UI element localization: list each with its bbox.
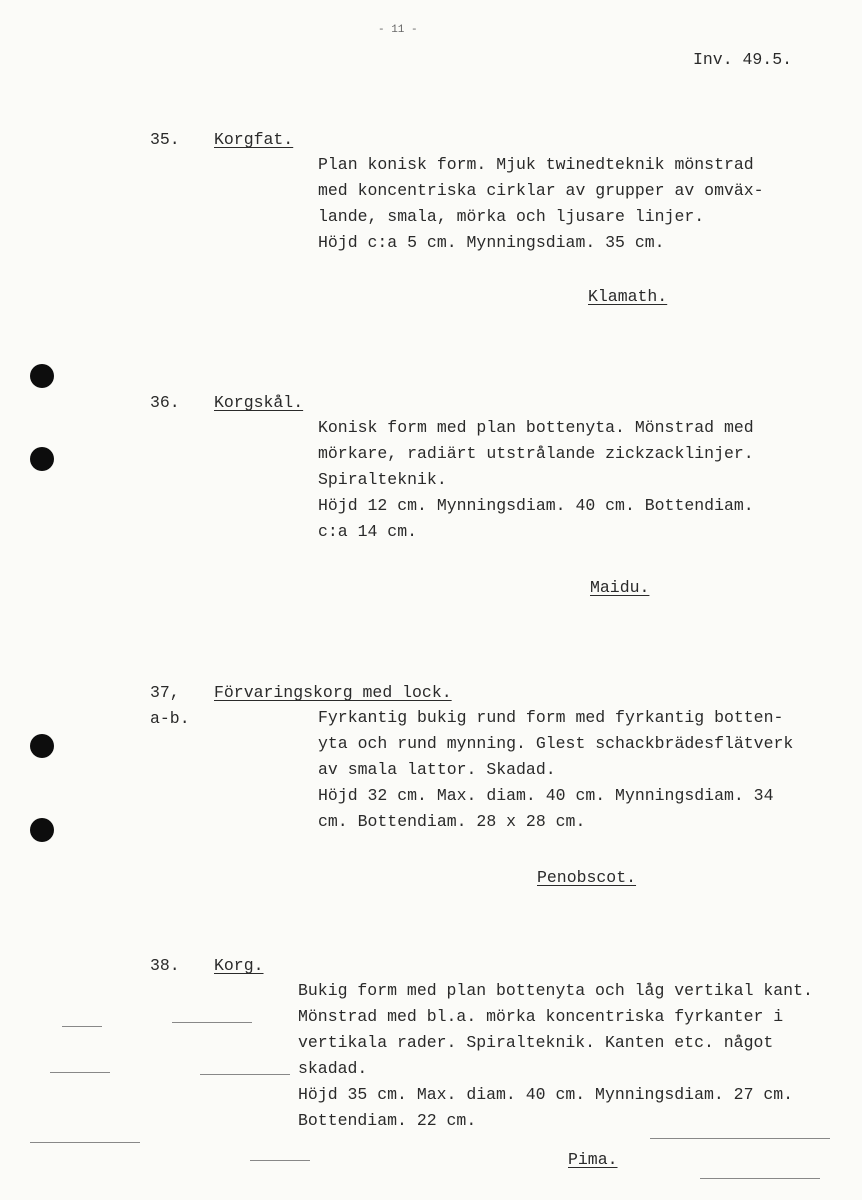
- entry-title: Korgskål.: [214, 393, 304, 412]
- punch-hole-2: [30, 447, 54, 471]
- description-line: vertikala rader. Spiralteknik. Kanten etc. något: [298, 1033, 774, 1052]
- scan-speck: [650, 1138, 830, 1139]
- entry-number: 35.: [150, 130, 180, 149]
- entry-title: Korg.: [214, 956, 264, 975]
- tribe-label: Maidu.: [590, 578, 650, 597]
- entry-subnumber: a-b.: [150, 709, 190, 728]
- description-line: Mönstrad med bl.a. mörka koncentriska fyrkanter i: [298, 1007, 784, 1026]
- scan-speck: [700, 1178, 820, 1179]
- scan-speck: [172, 1022, 252, 1023]
- scan-speck: [200, 1074, 290, 1075]
- tribe-label: Penobscot.: [537, 868, 637, 887]
- description-line: Plan konisk form. Mjuk twinedteknik mönstrad: [318, 155, 754, 174]
- description-line: Höjd 32 cm. Max. diam. 40 cm. Mynningsdiam. 34: [318, 786, 774, 805]
- scan-speck: [62, 1026, 102, 1027]
- description-line: Höjd c:a 5 cm. Mynningsdiam. 35 cm.: [318, 233, 665, 252]
- description-line: c:a 14 cm.: [318, 522, 418, 541]
- entry-number: 36.: [150, 393, 180, 412]
- description-line: Bukig form med plan bottenyta och låg vertikal kant.: [298, 981, 813, 1000]
- description-line: yta och rund mynning. Glest schackbrädesflätverk: [318, 734, 794, 753]
- punch-hole-4: [30, 818, 54, 842]
- entry-title: Förvaringskorg med lock.: [214, 683, 452, 702]
- tribe-label: Klamath.: [588, 287, 668, 306]
- punch-hole-1: [30, 364, 54, 388]
- scan-speck: [30, 1142, 140, 1143]
- tribe-label: Pima.: [568, 1150, 618, 1169]
- description-line: Höjd 35 cm. Max. diam. 40 cm. Mynningsdiam. 27 cm.: [298, 1085, 794, 1104]
- scan-speck: [250, 1160, 310, 1161]
- entry-number: 38.: [150, 956, 180, 975]
- description-line: med koncentriska cirklar av grupper av omväx-: [318, 181, 764, 200]
- entry-number: 37,: [150, 683, 180, 702]
- description-line: lande, smala, mörka och ljusare linjer.: [318, 207, 705, 226]
- description-line: av smala lattor. Skadad.: [318, 760, 556, 779]
- inventory-number: Inv. 49.5.: [693, 50, 793, 69]
- description-line: cm. Bottendiam. 28 x 28 cm.: [318, 812, 586, 831]
- description-line: mörkare, radiärt utstrålande zickzacklinjer.: [318, 444, 754, 463]
- description-line: Spiralteknik.: [318, 470, 447, 489]
- description-line: Höjd 12 cm. Mynningsdiam. 40 cm. Bottendiam.: [318, 496, 754, 515]
- description-line: skadad.: [298, 1059, 368, 1078]
- description-line: Fyrkantig bukig rund form med fyrkantig botten-: [318, 708, 784, 727]
- description-line: Konisk form med plan bottenyta. Mönstrad med: [318, 418, 754, 437]
- page-number-mark: - 11 -: [378, 24, 418, 36]
- entry-title: Korgfat.: [214, 130, 294, 149]
- description-line: Bottendiam. 22 cm.: [298, 1111, 477, 1130]
- punch-hole-3: [30, 734, 54, 758]
- scan-speck: [50, 1072, 110, 1073]
